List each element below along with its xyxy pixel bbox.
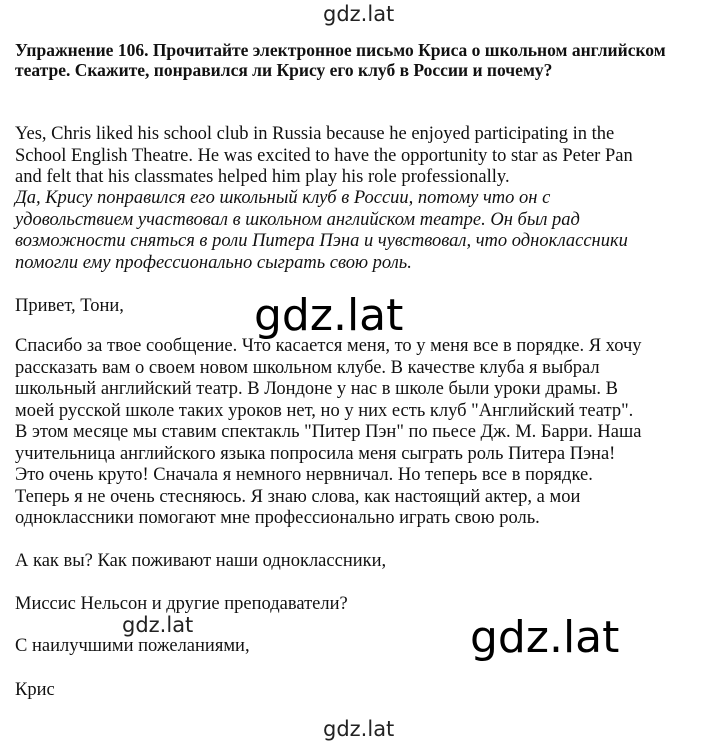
watermark-top: gdz.lat xyxy=(323,2,395,26)
letter-body-line: учительница английского языка попросила меня сыграть роль Питера Пэна! xyxy=(15,443,616,464)
letter-closing: С наилучшими пожеланиями, xyxy=(15,636,250,656)
answer-russian-line: возможности сняться в роли Питера Пэна и чувствовал, что одноклассники xyxy=(15,231,628,251)
letter-body xyxy=(15,336,715,530)
letter-body-line: рассказать вам о своем новом школьном клубе. В качестве клуба я выбрал xyxy=(15,357,600,378)
letter-body-line: школьный английский театр. В Лондоне у нас в школе были уроки драмы. В xyxy=(15,379,618,399)
watermark-bottom: gdz.lat xyxy=(323,717,395,741)
answer-russian xyxy=(15,188,715,274)
answer-english-line: Yes, Chris liked his school club in Russia because he enjoyed participating in the xyxy=(15,124,615,144)
answer-english-line: School English Theatre. He was excited to have the opportunity to star as Peter Pan xyxy=(15,145,633,166)
letter-body-line: В этом месяце мы ставим спектакль "Питер Пэн" по пьесе Дж. М. Барри. Наша xyxy=(15,422,642,442)
answer-russian-line: помогли ему профессионально сыграть свою роль. xyxy=(15,252,412,273)
exercise-title: Упражнение 106. Прочитайте электронное письмо Криса о школьном английском театре. Скажите, понравился ли Крису его клуб в России и почему? xyxy=(15,40,666,80)
answer-english-line: and felt that his classmates helped him play his role professionally. xyxy=(15,167,510,187)
letter-body-line: моей русской школе таких уроков нет, но у них есть клуб "Английский театр". xyxy=(15,400,634,421)
answer-english xyxy=(15,124,715,189)
watermark-small-left: gdz.lat xyxy=(122,613,194,637)
watermark-middle: gdz.lat xyxy=(254,290,404,341)
answer-russian-line: удовольствием участвовал в школьном английском театре. Он был рад xyxy=(15,209,580,230)
letter-body-line: Это очень круто! Сначала я немного нервничал. Но теперь все в порядке. xyxy=(15,465,593,485)
letter-greeting: Привет, Тони, xyxy=(15,296,124,316)
letter-signature: Крис xyxy=(15,680,55,700)
letter-question-2: Миссис Нельсон и другие преподаватели? xyxy=(15,594,348,614)
letter-body-line: Теперь я не очень стесняюсь. Я знаю слова, как настоящий актер, а мои xyxy=(15,486,581,507)
letter-body-line: Спасибо за твое сообщение. Что касается меня, то у меня все в порядке. Я хочу xyxy=(15,336,642,356)
letter-question-1: А как вы? Как поживают наши одноклассники, xyxy=(15,551,387,571)
watermark-big-right: gdz.lat xyxy=(470,612,620,663)
answer-russian-line: Да, Крису понравился его школьный клуб в России, потому что он с xyxy=(15,188,551,208)
letter-body-line: одноклассники помогают мне профессионально играть свою роль. xyxy=(15,508,540,528)
